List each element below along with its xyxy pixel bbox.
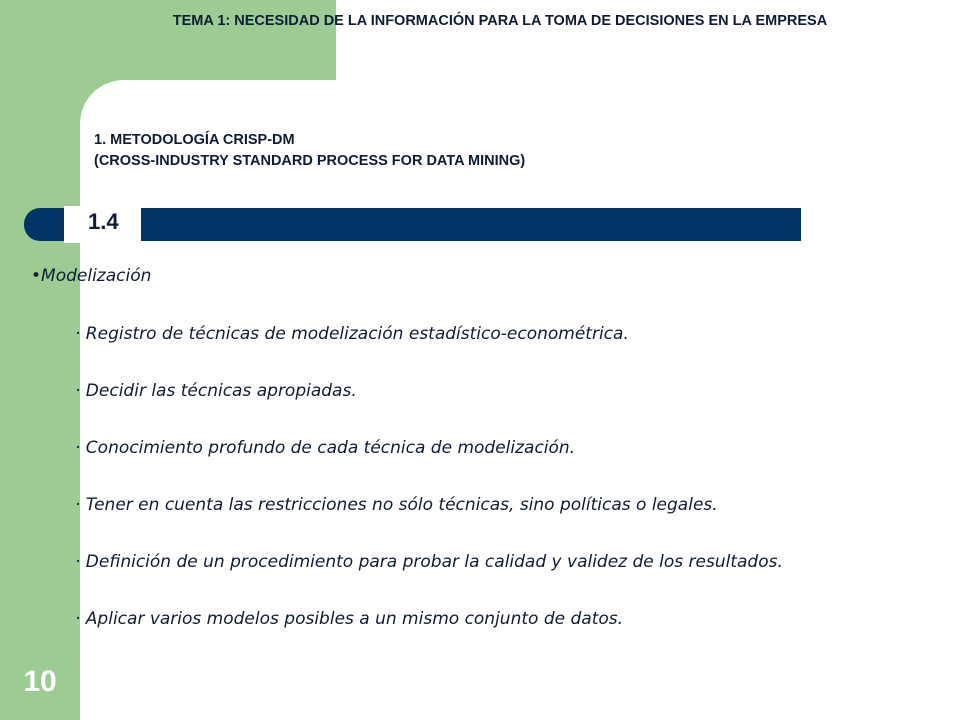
- section-subtitle: [94, 130, 525, 172]
- list-item: · Aplicar varios modelos posibles a un mismo conjunto de datos.: [75, 609, 624, 629]
- bullet-list: [75, 323, 783, 665]
- list-item: · Conocimiento profundo de cada técnica de modelización.: [75, 438, 576, 458]
- subtitle-line-2: (CROSS-INDUSTRY STANDARD PROCESS FOR DATA MINING): [94, 153, 526, 169]
- section-bar: [141, 208, 801, 241]
- pill-gap: [64, 206, 82, 243]
- subtitle-line-1: 1. METODOLOGÍA CRISP-DM: [94, 132, 295, 148]
- list-item: · Definición de un procedimiento para probar la calidad y validez de los resultados.: [75, 552, 783, 572]
- list-item: · Tener en cuenta las restricciones no sólo técnicas, sino políticas o legales.: [75, 495, 718, 515]
- bullet-heading: •Modelización: [31, 266, 152, 286]
- slide-header-title: TEMA 1: NECESIDAD DE LA INFORMACIÓN PARA LA TOMA DE DECISIONES EN LA EMPRESA: [172, 13, 828, 29]
- section-number: 1.4: [88, 209, 119, 234]
- page-number: 10: [23, 665, 57, 698]
- list-item: · Decidir las técnicas apropiadas.: [75, 381, 357, 401]
- list-item: · Registro de técnicas de modelización estadístico-econométrica.: [75, 324, 629, 344]
